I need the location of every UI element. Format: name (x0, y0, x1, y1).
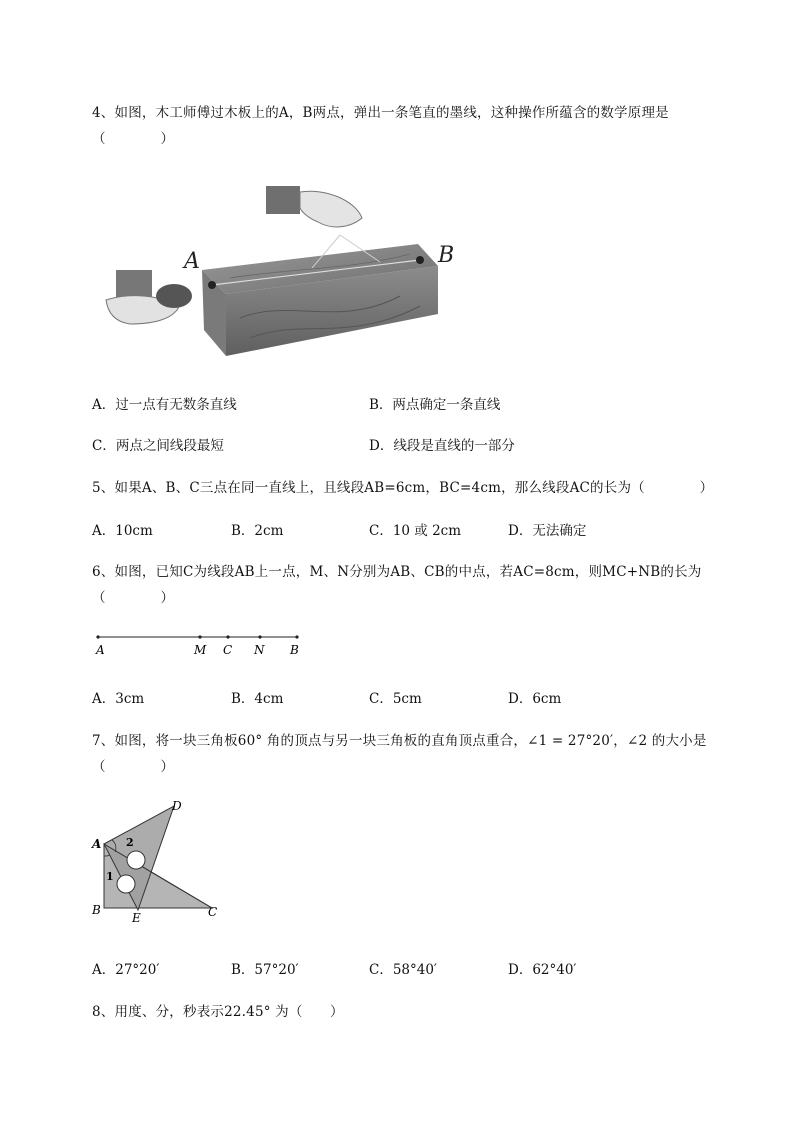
label-a: A (96, 643, 105, 657)
q8-stem: 8、用度、分，秒表示22.45° 为（ ） (92, 1004, 344, 1020)
q6-answer-paren: （ ） (92, 590, 175, 606)
label-e: E (132, 911, 141, 925)
q7-option-b[interactable]: B．57°20′ (231, 962, 299, 978)
q4-option-a[interactable]: A．过一点有无数条直线 (92, 397, 237, 413)
q6-option-c[interactable]: C．5cm (369, 691, 422, 707)
point-a-nail (208, 281, 216, 289)
label-b: B (92, 903, 101, 917)
point-m (198, 635, 201, 638)
q4-option-c[interactable]: C．两点之间线段最短 (92, 438, 224, 454)
q5-stem: 5、如果A、B、C三点在同一直线上，且线段AB=6cm，BC=4cm，那么线段AC的长为（ ） (92, 480, 714, 496)
label-a: A (92, 837, 102, 851)
q7-option-d[interactable]: D．62°40′ (508, 962, 577, 978)
q6-option-d[interactable]: D．6cm (508, 691, 562, 707)
q5-option-d[interactable]: D．无法确定 (508, 523, 587, 539)
triangle-hole (117, 875, 135, 893)
q6-stem: 6、如图，已知C为线段AB上一点，M、N分别为AB、CB的中点，若AC=8cm，则MC+NB的长为 (92, 564, 702, 580)
q7-answer-paren: （ ） (92, 759, 175, 775)
label-c: C (223, 643, 233, 657)
q4-answer-paren: （ ） (92, 131, 175, 147)
q6-option-a[interactable]: A．3cm (92, 691, 145, 707)
point-c (226, 635, 229, 638)
point-n (258, 635, 261, 638)
point-b-nail (416, 256, 424, 264)
q5-option-a[interactable]: A．10cm (92, 523, 153, 539)
label-b: B (438, 243, 455, 268)
q6-option-b[interactable]: B．4cm (231, 691, 284, 707)
q4-stem: 4、如图，木工师傅过木板上的A，B两点，弹出一条笔直的墨线，这种操作所蕴含的数学原理是 (92, 105, 669, 121)
label-m: M (194, 643, 207, 657)
upper-hand (300, 191, 362, 227)
q7-triangle-figure (88, 796, 228, 926)
point-a (96, 635, 99, 638)
label-n: N (254, 643, 265, 657)
ink-box (156, 284, 192, 308)
q5-option-b[interactable]: B．2cm (231, 523, 284, 539)
point-b (295, 635, 298, 638)
q4-option-b[interactable]: B．两点确定一条直线 (369, 397, 501, 413)
label-a: A (184, 249, 200, 274)
q7-stem: 7、如图，将一块三角板60° 角的顶点与另一块三角板的直角顶点重合，∠1 = 27°20′，∠2 的大小是 (92, 733, 707, 749)
q4-option-d[interactable]: D．线段是直线的一部分 (369, 438, 515, 454)
upper-sleeve (266, 186, 300, 214)
label-b: B (290, 643, 299, 657)
angle-2-label: 2 (126, 836, 134, 849)
q6-segment-figure (92, 628, 312, 660)
q5-option-c[interactable]: C．10 或 2cm (369, 523, 462, 539)
triangle-hole (127, 851, 145, 869)
q7-option-a[interactable]: A．27°20′ (92, 962, 160, 978)
label-d: D (172, 799, 182, 813)
label-c: C (208, 905, 218, 919)
q7-option-c[interactable]: C．58°40′ (369, 962, 438, 978)
q4-carpenter-figure (100, 178, 455, 360)
angle-1-label: 1 (106, 870, 114, 883)
